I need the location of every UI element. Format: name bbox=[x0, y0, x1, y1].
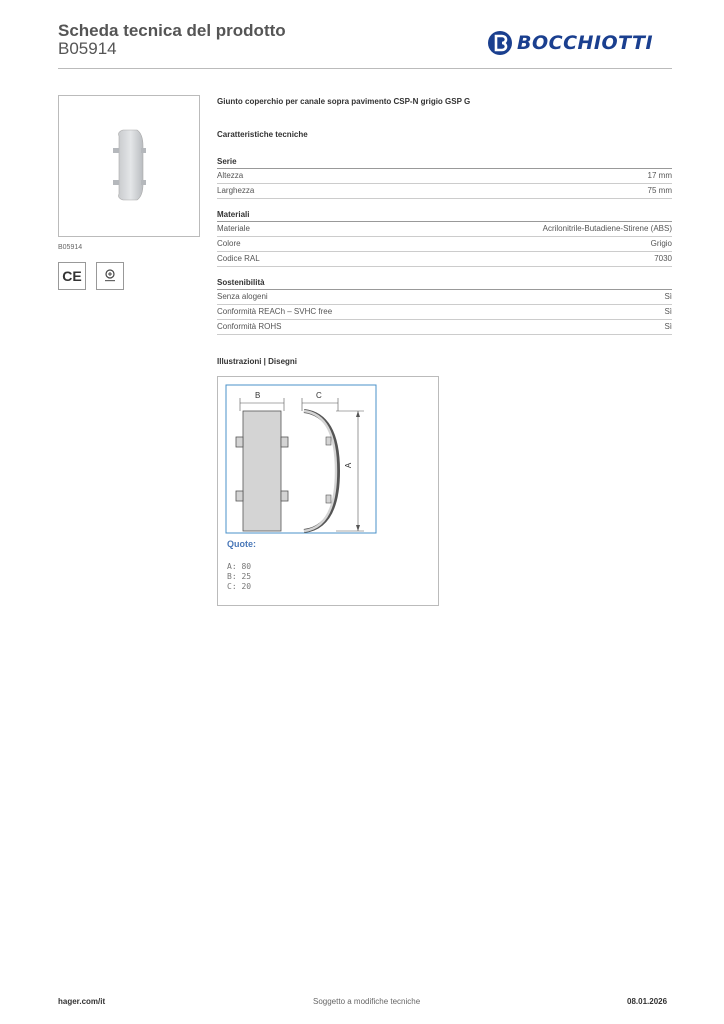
spec-label: Materiale bbox=[217, 224, 250, 233]
footer-website: hager.com/it bbox=[58, 997, 106, 1006]
product-code: B05914 bbox=[58, 39, 117, 58]
spec-row bbox=[217, 184, 672, 199]
spec-row bbox=[217, 222, 672, 237]
spec-label: Conformità REACh – SVHC free bbox=[217, 307, 333, 316]
spec-value: Sì bbox=[664, 307, 672, 316]
spec-label: Colore bbox=[217, 239, 241, 248]
bocchiotti-logo-icon bbox=[487, 30, 513, 56]
footer-date: 08.01.2026 bbox=[627, 997, 668, 1006]
spec-group-sostenibilita bbox=[217, 276, 672, 335]
brand-name: BOCCHIOTTI bbox=[517, 32, 654, 54]
dimension-label-a: A bbox=[344, 462, 354, 469]
spec-value: Grigio bbox=[650, 239, 672, 248]
spec-value: Sì bbox=[664, 292, 672, 301]
spec-label: Conformità ROHS bbox=[217, 322, 282, 331]
spec-value: 75 mm bbox=[647, 186, 672, 195]
dimension-label-b: B bbox=[255, 391, 261, 400]
spec-row bbox=[217, 290, 672, 305]
product-image bbox=[58, 95, 200, 237]
spec-row bbox=[217, 320, 672, 335]
spec-row bbox=[217, 305, 672, 320]
spec-value: 7030 bbox=[654, 254, 672, 263]
product-title: Giunto coperchio per canale sopra pavimento CSP-N grigio GSP G bbox=[217, 97, 471, 106]
spec-row bbox=[217, 169, 672, 184]
spec-label: Altezza bbox=[217, 171, 244, 180]
dimension-drawing bbox=[218, 377, 438, 537]
spec-label: Larghezza bbox=[217, 186, 255, 195]
header-divider bbox=[58, 68, 672, 69]
spec-value: Sì bbox=[664, 322, 672, 331]
spec-label: Senza alogeni bbox=[217, 292, 268, 301]
ce-mark-icon: CE bbox=[58, 262, 86, 290]
spec-value: Acrilonitrile-Butadiene-Stirene (ABS) bbox=[542, 224, 672, 233]
spec-group-materiali bbox=[217, 208, 672, 267]
dimensions-list bbox=[227, 562, 251, 592]
image-caption: B05914 bbox=[58, 244, 83, 251]
spec-row bbox=[217, 252, 672, 267]
brand-logo bbox=[487, 30, 653, 56]
imq-mark-icon bbox=[96, 262, 124, 290]
drawings-section-title: Illustrazioni | Disegni bbox=[217, 357, 298, 366]
dimensions-title: Quote: bbox=[227, 539, 256, 549]
specs-section-title: Caratteristiche tecniche bbox=[217, 130, 308, 139]
spec-group-title: Serie bbox=[217, 155, 672, 169]
spec-group-title: Materiali bbox=[217, 208, 672, 222]
technical-drawing bbox=[217, 376, 439, 606]
spec-value: 17 mm bbox=[647, 171, 672, 180]
spec-group-title: Sostenibilità bbox=[217, 276, 672, 290]
page-title: Scheda tecnica del prodotto bbox=[58, 21, 286, 40]
product-photo bbox=[59, 96, 199, 236]
spec-label: Codice RAL bbox=[217, 254, 260, 263]
dimension-b: B: 25 bbox=[227, 572, 252, 581]
dimension-label-c: C bbox=[316, 391, 322, 400]
spec-group-serie bbox=[217, 155, 672, 199]
footer-notice: Soggetto a modifiche tecniche bbox=[313, 997, 421, 1006]
dimension-a: A: 80 bbox=[227, 562, 252, 571]
dimension-c: C: 20 bbox=[227, 582, 252, 591]
spec-row bbox=[217, 237, 672, 252]
